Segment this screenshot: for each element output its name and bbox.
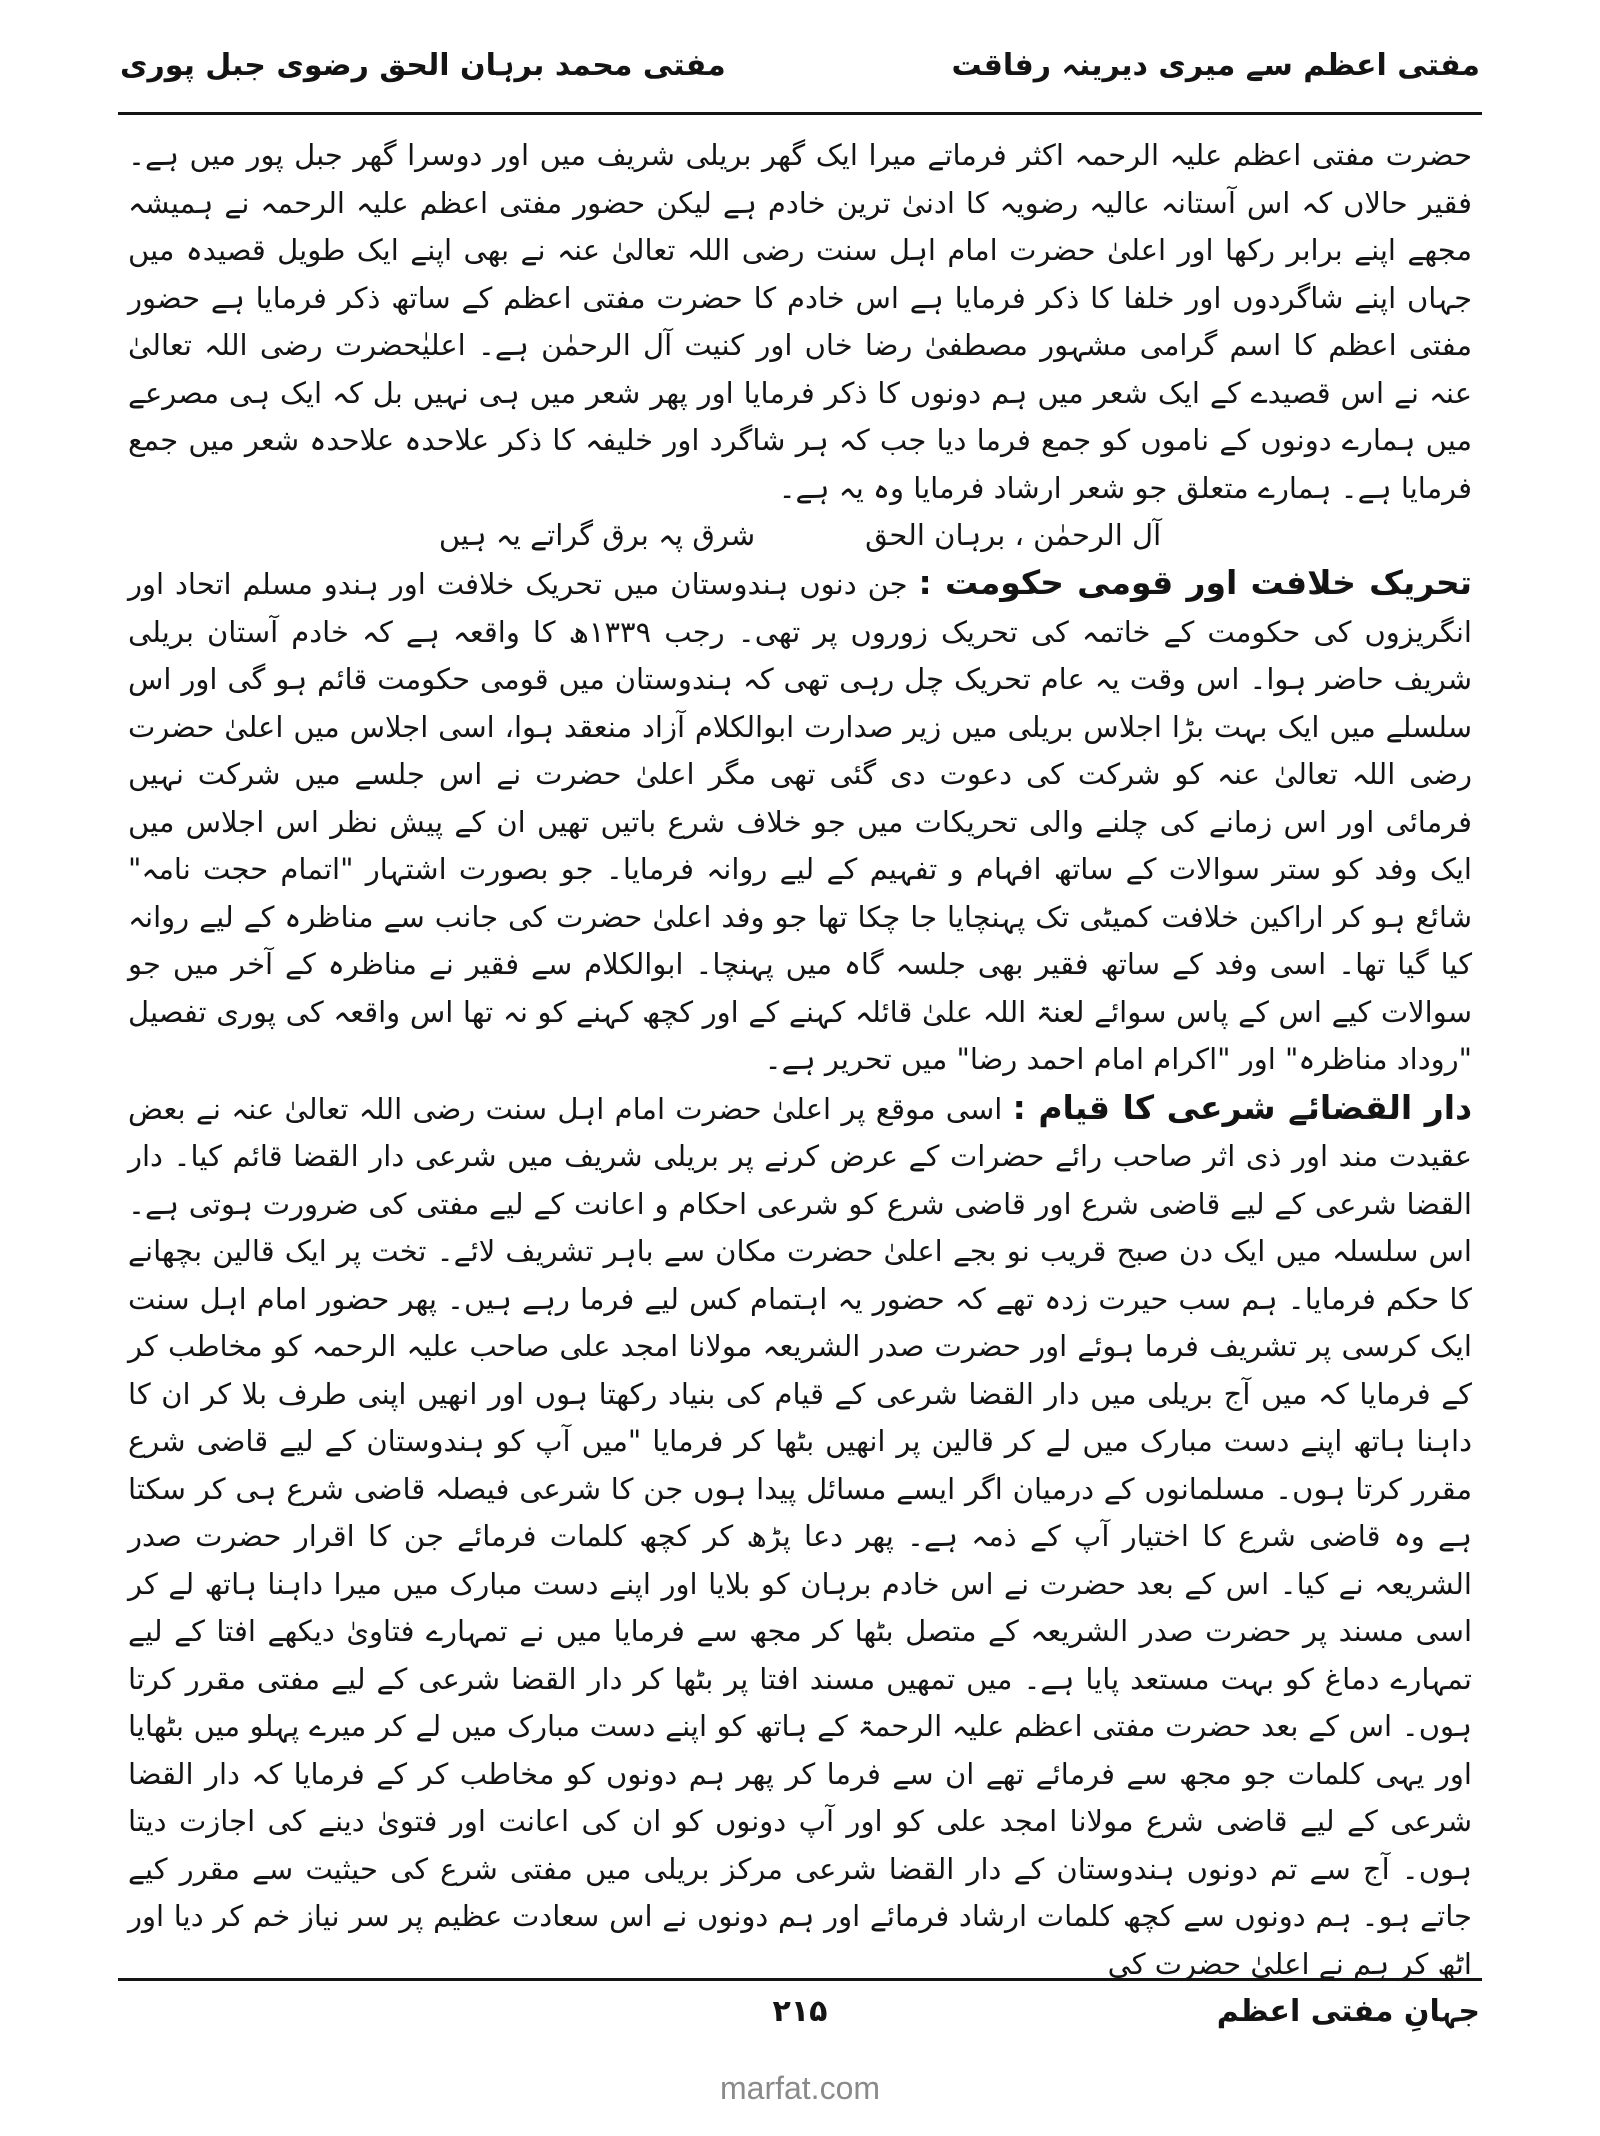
page-number: ۲۱۵ [772,1994,828,2029]
section-heading-khilafat: تحریک خلافت اور قومی حکومت : [918,563,1473,602]
paragraph-darul-qaza-text: اسی موقع پر اعلیٰ حضرت امام اہل سنت رضی اللہ تعالیٰ عنہ نے بعض عقیدت مند اور ذی اثر صاحب رائے حضرات کے عرض کرنے پر بریلی شریف میں شرعی دار القضا قائم کیا۔ دار القضا شرعی کے لیے قاضی شرع اور قاضی شرع کو شرعی احکام و اعانت کے لیے مفتی کی ضرورت ہوتی ہے۔ اس سلسلہ میں ایک دن صبح قریب نو بجے اعلیٰ حضرت مکان سے باہر تشریف لائے۔ تخت پر ایک قالین بچھانے کا حکم فرمایا۔ ہم سب حیرت زدہ تھے کہ حضور یہ اہتمام کس لیے فرما رہے ہیں۔ پھر حضور امام اہل سنت ایک کرسی پر تشریف فرما ہوئے اور حضرت صدر الشریعہ مولانا امجد علی صاحب علیہ الرحمہ کو مخاطب کر کے فرمایا کہ میں آج بریلی میں دار القضا شرعی کے قیام کی بنیاد رکھتا ہوں اور انھیں اپنی طرف بلا کر ان کا داہنا ہاتھ اپنے دست مبارک میں لے کر قالین پر انھیں بٹھا کر فرمایا "میں آپ کو ہندوستان کے لیے قاضی شرع مقرر کرتا ہوں۔ مسلمانوں کے درمیان اگر ایسے مسائل پیدا ہوں جن کا شرعی فیصلہ قاضی شرع ہی کر سکتا ہے وہ قاضی شرع کا اختیار آپ کے ذمہ ہے۔ پھر دعا پڑھ کر کچھ کلمات فرمائے جن کا اقرار حضرت صدر الشریعہ نے کیا۔ اس کے بعد حضرت نے اس خادم برہان کو بلایا اور اپنے دست مبارک میں میرا داہنا ہاتھ لے کر اسی مسند پر حضرت صدر الشریعہ کے متصل بٹھا کر مجھ سے فرمایا میں نے تمہارے فتاویٰ دیکھے افتا کے لیے تمہارے دماغ کو بہت مستعد پایا ہے۔ میں تمھیں مسند افتا پر بٹھا کر دار القضا شرعی کے لیے مفتی مقرر کرتا ہوں۔ اس کے بعد حضرت مفتی اعظم علیہ الرحمۃ کے ہاتھ کو اپنے دست مبارک میں لے کر میرے پہلو میں بٹھایا اور یہی کلمات جو مجھ سے فرمائے تھے ان سے فرما کر پھر ہم دونوں کو مخاطب کر کے فرمایا کہ دار القضا شرعی کے لیے قاضی شرع مولانا امجد علی کو اور آپ دونوں کو ان کی اعانت اور فتویٰ دینے کی اجازت دیتا ہوں۔ آج سے تم دونوں ہندوستان کے دار القضا شرعی مرکز بریلی میں مفتی شرع کی حیثیت سے مقرر کیے جاتے ہو۔ ہم دونوں سے کچھ کلمات ارشاد فرمائے اور ہم دونوں نے اس سعادت عظیم پر سر نیاز خم کر دیا اور اٹھ کر ہم نے اعلیٰ حضرت کی [128,1091,1472,1981]
page-header [120,30,1480,100]
chapter-title: مفتی اعظم سے میری دیرینہ رفاقت [951,47,1480,83]
footer-rule [118,1978,1482,1981]
header-rule [118,112,1482,115]
watermark: marfat.com [719,2070,881,2106]
paragraph-khilafat-text: جن دنوں ہندوستان میں تحریک خلافت اور ہندو مسلم اتحاد اور انگریزوں کی حکومت کے خاتمہ کی تحریک زوروں پر تھی۔ رجب ۱۳۳۹ھ کا واقعہ ہے کہ خادم آستان بریلی شریف حاضر ہوا۔ اس وقت یہ عام تحریک چل رہی تھی کہ ہندوستان میں قومی حکومت قائم ہو گی اور اس سلسلے میں ایک بہت بڑا اجلاس بریلی میں زیر صدارت ابوالکلام آزاد منعقد ہوا، اسی اجلاس میں اعلیٰ حضرت رضی اللہ تعالیٰ عنہ کو شرکت کی دعوت دی گئی تھی مگر اعلیٰ حضرت نے اس جلسے میں شرکت نہیں فرمائی اور اس زمانے کی چلنے والی تحریکات میں جو خلاف شرع باتیں تھیں ان کے پیش نظر اس اجلاس میں ایک وفد کو ستر سوالات کے ساتھ افہام و تفہیم کے لیے روانہ فرمایا۔ جو بصورت اشتہار "اتمام حجت نامہ" شائع ہو کر اراکین خلافت کمیٹی تک پہنچایا جا چکا تھا جو وفد اعلیٰ حضرت کی جانب سے مناظرہ کے لیے روانہ کیا گیا تھا۔ اسی وفد کے ساتھ فقیر بھی جلسہ گاہ میں پہنچا۔ ابوالکلام سے فقیر نے مناظرہ کے آخر میں جو سوالات کیے اس کے پاس سوائے لعنۃ اللہ علیٰ قائلہ کہنے کے اور کچھ کہنے کو نہ تھا اس واقعہ کی پوری تفصیل "روداد مناظرہ" اور "اکرام امام احمد رضا" میں تحریر ہے۔ [128,567,1472,1076]
couplet-first-half: آل الرحمٰن ، برہان الحق [865,518,1162,552]
poetry-couplet [128,512,1472,559]
paragraph-khilafat [128,559,1472,1084]
book-title: جہانِ مفتی اعظم [1216,1994,1480,2029]
couplet-second-half: شرق پہ برق گراتے یہ ہیں [438,518,756,552]
paragraph-darul-qaza [128,1084,1472,1989]
paragraph-intro: حضرت مفتی اعظم علیہ الرحمہ اکثر فرماتے میرا ایک گھر بریلی شریف میں اور دوسرا گھر جبل پور میں ہے۔ فقیر حالاں کہ اس آستانہ عالیہ رضویہ کا ادنیٰ ترین خادم ہے لیکن حضور مفتی اعظم علیہ الرحمہ نے ہمیشہ مجھے اپنے برابر رکھا اور اعلیٰ حضرت امام اہل سنت رضی اللہ تعالیٰ عنہ نے بھی اپنے ایک طویل قصیدہ میں جہاں اپنے شاگردوں اور خلفا کا ذکر فرمایا ہے اس خادم کا حضرت مفتی اعظم کے ساتھ ذکر فرمایا ہے حضور مفتی اعظم کا اسم گرامی مشہور مصطفیٰ رضا خاں اور کنیت آل الرحمٰن ہے۔ اعلیٰحضرت رضی اللہ تعالیٰ عنہ نے اس قصیدے کے ایک شعر میں ہم دونوں کا ذکر فرمایا اور پھر شعر میں ہی نہیں بل کہ ایک ہی مصرعے میں ہمارے دونوں کے ناموں کو جمع فرما دیا جب کہ ہر شاگرد اور خلیفہ کا ذکر علاحدہ علاحدہ شعر میں جمع فرمایا ہے۔ ہمارے متعلق جو شعر ارشاد فرمایا وہ یہ ہے۔ [128,138,1472,505]
page-footer [120,1988,1480,2058]
section-heading-darul-qaza: دار القضائے شرعی کا قیام : [1012,1087,1472,1127]
author-name: مفتی محمد برہان الحق رضوی جبل پوری [120,47,726,83]
page-body [128,132,1472,1988]
